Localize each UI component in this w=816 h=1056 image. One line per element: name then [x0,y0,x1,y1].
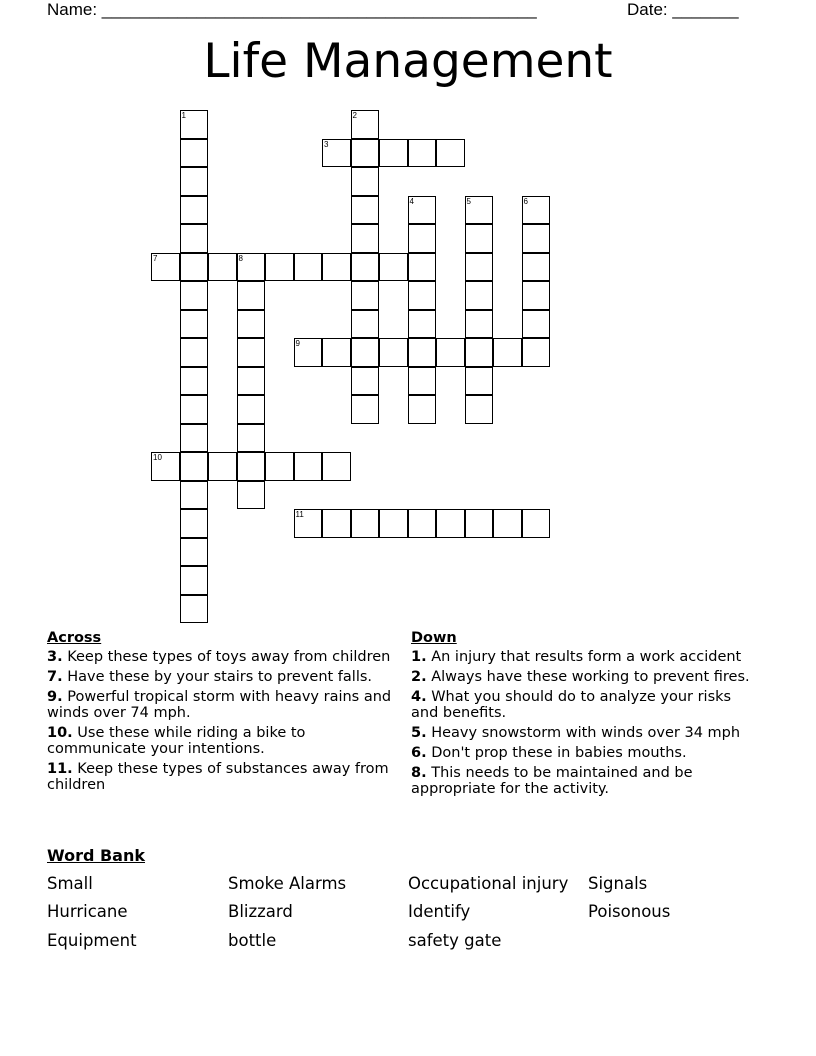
word-bank-item: Blizzard [228,902,293,921]
grid-cell[interactable] [493,338,522,367]
grid-cell[interactable] [351,395,380,424]
grid-cell[interactable] [408,310,437,339]
clue-text: Always have these working to prevent fires. [431,669,750,685]
word-bank-item: bottle [228,931,277,950]
date-field[interactable]: Date: _______ [627,0,739,19]
clue-down-4 [411,689,761,721]
grid-cell[interactable] [379,338,408,367]
word-bank-item: Small [47,874,93,893]
grid-cell[interactable] [436,139,465,168]
grid-cell[interactable] [180,110,209,139]
word-bank-item: Identify [408,902,471,921]
grid-cell[interactable] [237,452,266,481]
clue-number-label: 1 [181,111,186,120]
grid-cell[interactable] [237,338,266,367]
across-heading: Across [47,630,102,646]
grid-cell[interactable] [465,509,494,538]
grid-cell[interactable] [294,452,323,481]
word-bank-item: safety gate [408,931,502,950]
grid-cell[interactable] [351,139,380,168]
clue-number-label: 5 [466,196,471,206]
grid-cell[interactable] [351,224,380,253]
grid-cell[interactable] [294,253,323,282]
grid-cell[interactable] [322,509,351,538]
grid-cell[interactable] [151,452,180,481]
grid-cell[interactable] [408,338,437,367]
grid-cell[interactable] [465,253,494,282]
clue-down-8 [411,765,761,797]
clue-number: 11. [47,761,73,777]
grid-cell[interactable] [294,338,323,367]
grid-cell[interactable] [180,196,209,225]
page-title: Life Management [203,34,613,89]
grid-cell[interactable] [180,253,209,282]
grid-cell[interactable] [208,253,237,282]
grid-cell[interactable] [351,110,380,139]
clue-number-label: 9 [295,339,300,348]
grid-cell[interactable] [408,281,437,310]
clue-number-label: 11 [295,510,304,519]
clue-text: What you should do to analyze your risks and benefits. [411,689,732,721]
clue-down-1 [411,649,761,665]
clue-across-9 [47,689,397,721]
clue-number-label: 4 [409,196,414,206]
grid-cell[interactable] [408,367,437,396]
grid-cell[interactable] [322,139,351,168]
grid-cell[interactable] [465,338,494,367]
grid-cell[interactable] [465,395,494,424]
grid-cell[interactable] [208,452,237,481]
clue-text: Keep these types of toys away from children [67,649,391,665]
clue-number: 10. [47,725,73,741]
grid-cell[interactable] [322,338,351,367]
clue-number: 1. [411,649,427,665]
grid-cell[interactable] [180,595,209,624]
clue-across-7 [47,669,397,685]
name-field[interactable]: Name: ______________________________________________ [47,0,537,19]
grid-cell[interactable] [180,338,209,367]
grid-cell[interactable] [351,253,380,282]
grid-cell[interactable] [351,281,380,310]
grid-cell[interactable] [408,139,437,168]
word-bank-heading: Word Bank [47,846,146,865]
grid-cell[interactable] [522,281,551,310]
clue-text: Heavy snowstorm with winds over 34 mph [431,725,741,741]
grid-cell[interactable] [180,367,209,396]
grid-cell[interactable] [180,310,209,339]
clue-across-3 [47,649,397,665]
grid-cell[interactable] [180,538,209,567]
clue-number: 7. [47,669,63,685]
clue-text: Powerful tropical storm with heavy rains and winds over 74 mph. [47,689,392,721]
grid-cell[interactable] [180,139,209,168]
grid-cell[interactable] [151,253,180,282]
grid-cell[interactable] [379,139,408,168]
grid-cell[interactable] [351,196,380,225]
grid-cell[interactable] [351,367,380,396]
grid-cell[interactable] [237,367,266,396]
grid-cell[interactable] [408,196,437,225]
grid-cell[interactable] [322,253,351,282]
clue-number: 9. [47,689,63,705]
clue-number-label: 3 [324,139,329,149]
clue-across-11 [47,761,397,793]
grid-cell[interactable] [237,481,266,510]
clue-text: Have these by your stairs to prevent falls. [67,669,373,685]
clue-text: Use these while riding a bike to communicate your intentions. [47,725,306,757]
grid-cell[interactable] [180,481,209,510]
grid-cell[interactable] [180,566,209,595]
clue-text: Keep these types of substances away from children [47,761,389,793]
grid-cell[interactable] [237,424,266,453]
grid-cell[interactable] [180,167,209,196]
clue-number-label: 7 [153,253,158,263]
grid-cell[interactable] [522,509,551,538]
grid-cell[interactable] [379,253,408,282]
grid-cell[interactable] [294,509,323,538]
clue-number-label: 8 [238,253,243,263]
grid-cell[interactable] [465,310,494,339]
grid-cell[interactable] [465,224,494,253]
clue-number: 2. [411,669,427,685]
word-bank-item: Signals [588,874,648,893]
grid-cell[interactable] [522,224,551,253]
grid-cell[interactable] [180,395,209,424]
clue-number: 6. [411,745,427,761]
clue-number: 5. [411,725,427,741]
grid-cell[interactable] [465,281,494,310]
grid-cell[interactable] [522,196,551,225]
grid-cell[interactable] [265,452,294,481]
grid-cell[interactable] [522,253,551,282]
grid-cell[interactable] [379,509,408,538]
clue-down-6 [411,745,761,761]
grid-cell[interactable] [493,509,522,538]
grid-cell[interactable] [237,281,266,310]
grid-cell[interactable] [522,310,551,339]
clue-text: Don't prop these in babies mouths. [431,745,687,761]
clue-text: This needs to be maintained and be appropriate for the activity. [411,765,693,797]
clue-number-label: 6 [523,196,528,206]
clue-number-label: 10 [153,453,162,462]
grid-cell[interactable] [465,196,494,225]
grid-cell[interactable] [322,452,351,481]
grid-cell[interactable] [180,281,209,310]
clue-number: 8. [411,765,427,781]
clue-number-label: 2 [352,111,357,120]
grid-cell[interactable] [465,367,494,396]
clue-number: 3. [47,649,63,665]
grid-cell[interactable] [351,338,380,367]
word-bank-item: Poisonous [588,902,671,921]
grid-cell[interactable] [408,395,437,424]
grid-cell[interactable] [237,395,266,424]
grid-cell[interactable] [265,253,294,282]
grid-cell[interactable] [408,509,437,538]
clue-across-10 [47,725,397,757]
grid-cell[interactable] [436,338,465,367]
grid-cell[interactable] [408,253,437,282]
grid-cell[interactable] [180,452,209,481]
grid-cell[interactable] [522,338,551,367]
grid-cell[interactable] [180,224,209,253]
clue-down-2 [411,669,761,685]
grid-cell[interactable] [436,509,465,538]
grid-cell[interactable] [351,310,380,339]
grid-cell[interactable] [351,509,380,538]
word-bank-item: Equipment [47,931,137,950]
word-bank-item: Hurricane [47,902,128,921]
clue-down-5 [411,725,761,741]
grid-cell[interactable] [180,424,209,453]
grid-cell[interactable] [237,253,266,282]
clue-number: 4. [411,689,427,705]
down-clues [411,630,761,801]
grid-cell[interactable] [408,224,437,253]
clue-text: An injury that results form a work accident [431,649,742,665]
grid-cell[interactable] [351,167,380,196]
across-clues [47,630,397,797]
grid-cell[interactable] [237,310,266,339]
word-bank-item: Occupational injury [408,874,569,893]
word-bank-item: Smoke Alarms [228,874,347,893]
grid-cell[interactable] [180,509,209,538]
down-heading: Down [411,630,457,646]
